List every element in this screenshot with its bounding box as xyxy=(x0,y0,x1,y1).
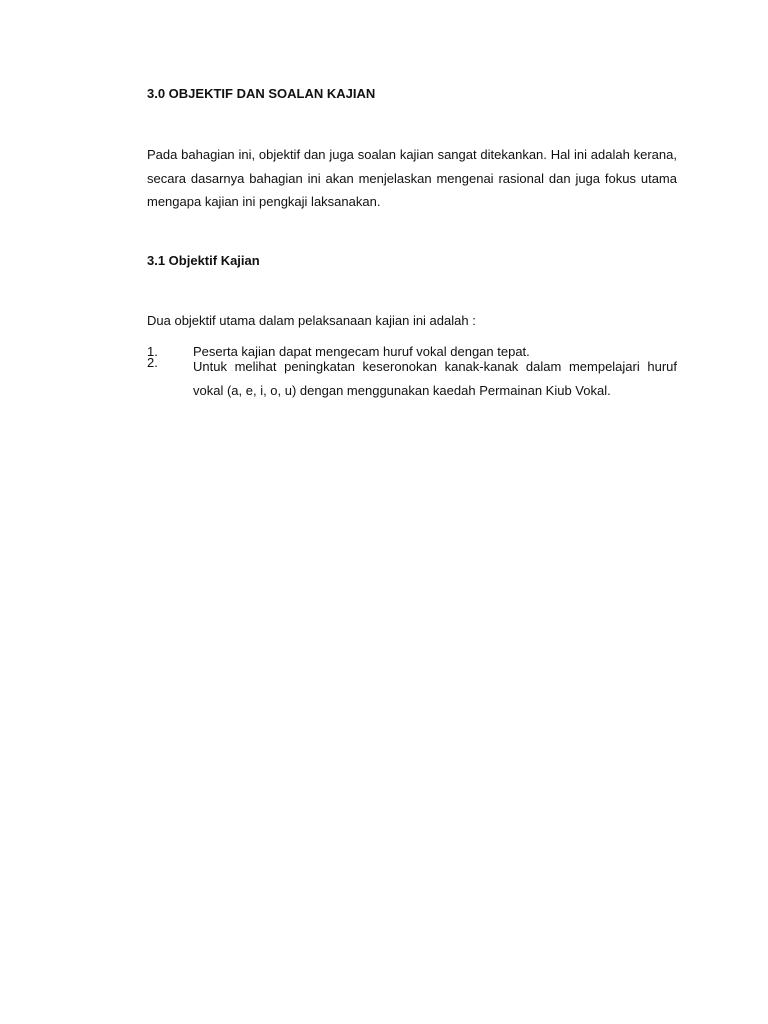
objectives-list xyxy=(147,344,677,402)
list-item-text: Untuk melihat peningkatan keseronokan kanak-kanak dalam mempelajari huruf vokal (a, e, i, o, u) dengan menggunakan kaedah Permainan Kiub Vokal. xyxy=(193,359,677,398)
subsection-heading-objectives: 3.1 Objektif Kajian xyxy=(147,253,260,268)
intro-paragraph: Pada bahagian ini, objektif dan juga soalan kajian sangat ditekankan. Hal ini adalah kerana, secara dasarnya bahagian ini akan menjelaskan mengenai rasional dan juga fokus utama mengapa kajian ini pengkaji laksanakan. xyxy=(147,147,677,209)
list-item-text: Peserta kajian dapat mengecam huruf vokal dengan tepat. xyxy=(193,344,530,359)
list-item-number: 2. xyxy=(147,355,158,370)
objectives-lead-text: Dua objektif utama dalam pelaksanaan kajian ini adalah : xyxy=(147,313,476,328)
list-item xyxy=(147,355,677,402)
section-heading-main: 3.0 OBJEKTIF DAN SOALAN KAJIAN xyxy=(147,86,376,101)
list-item-number: 1. xyxy=(147,344,158,359)
